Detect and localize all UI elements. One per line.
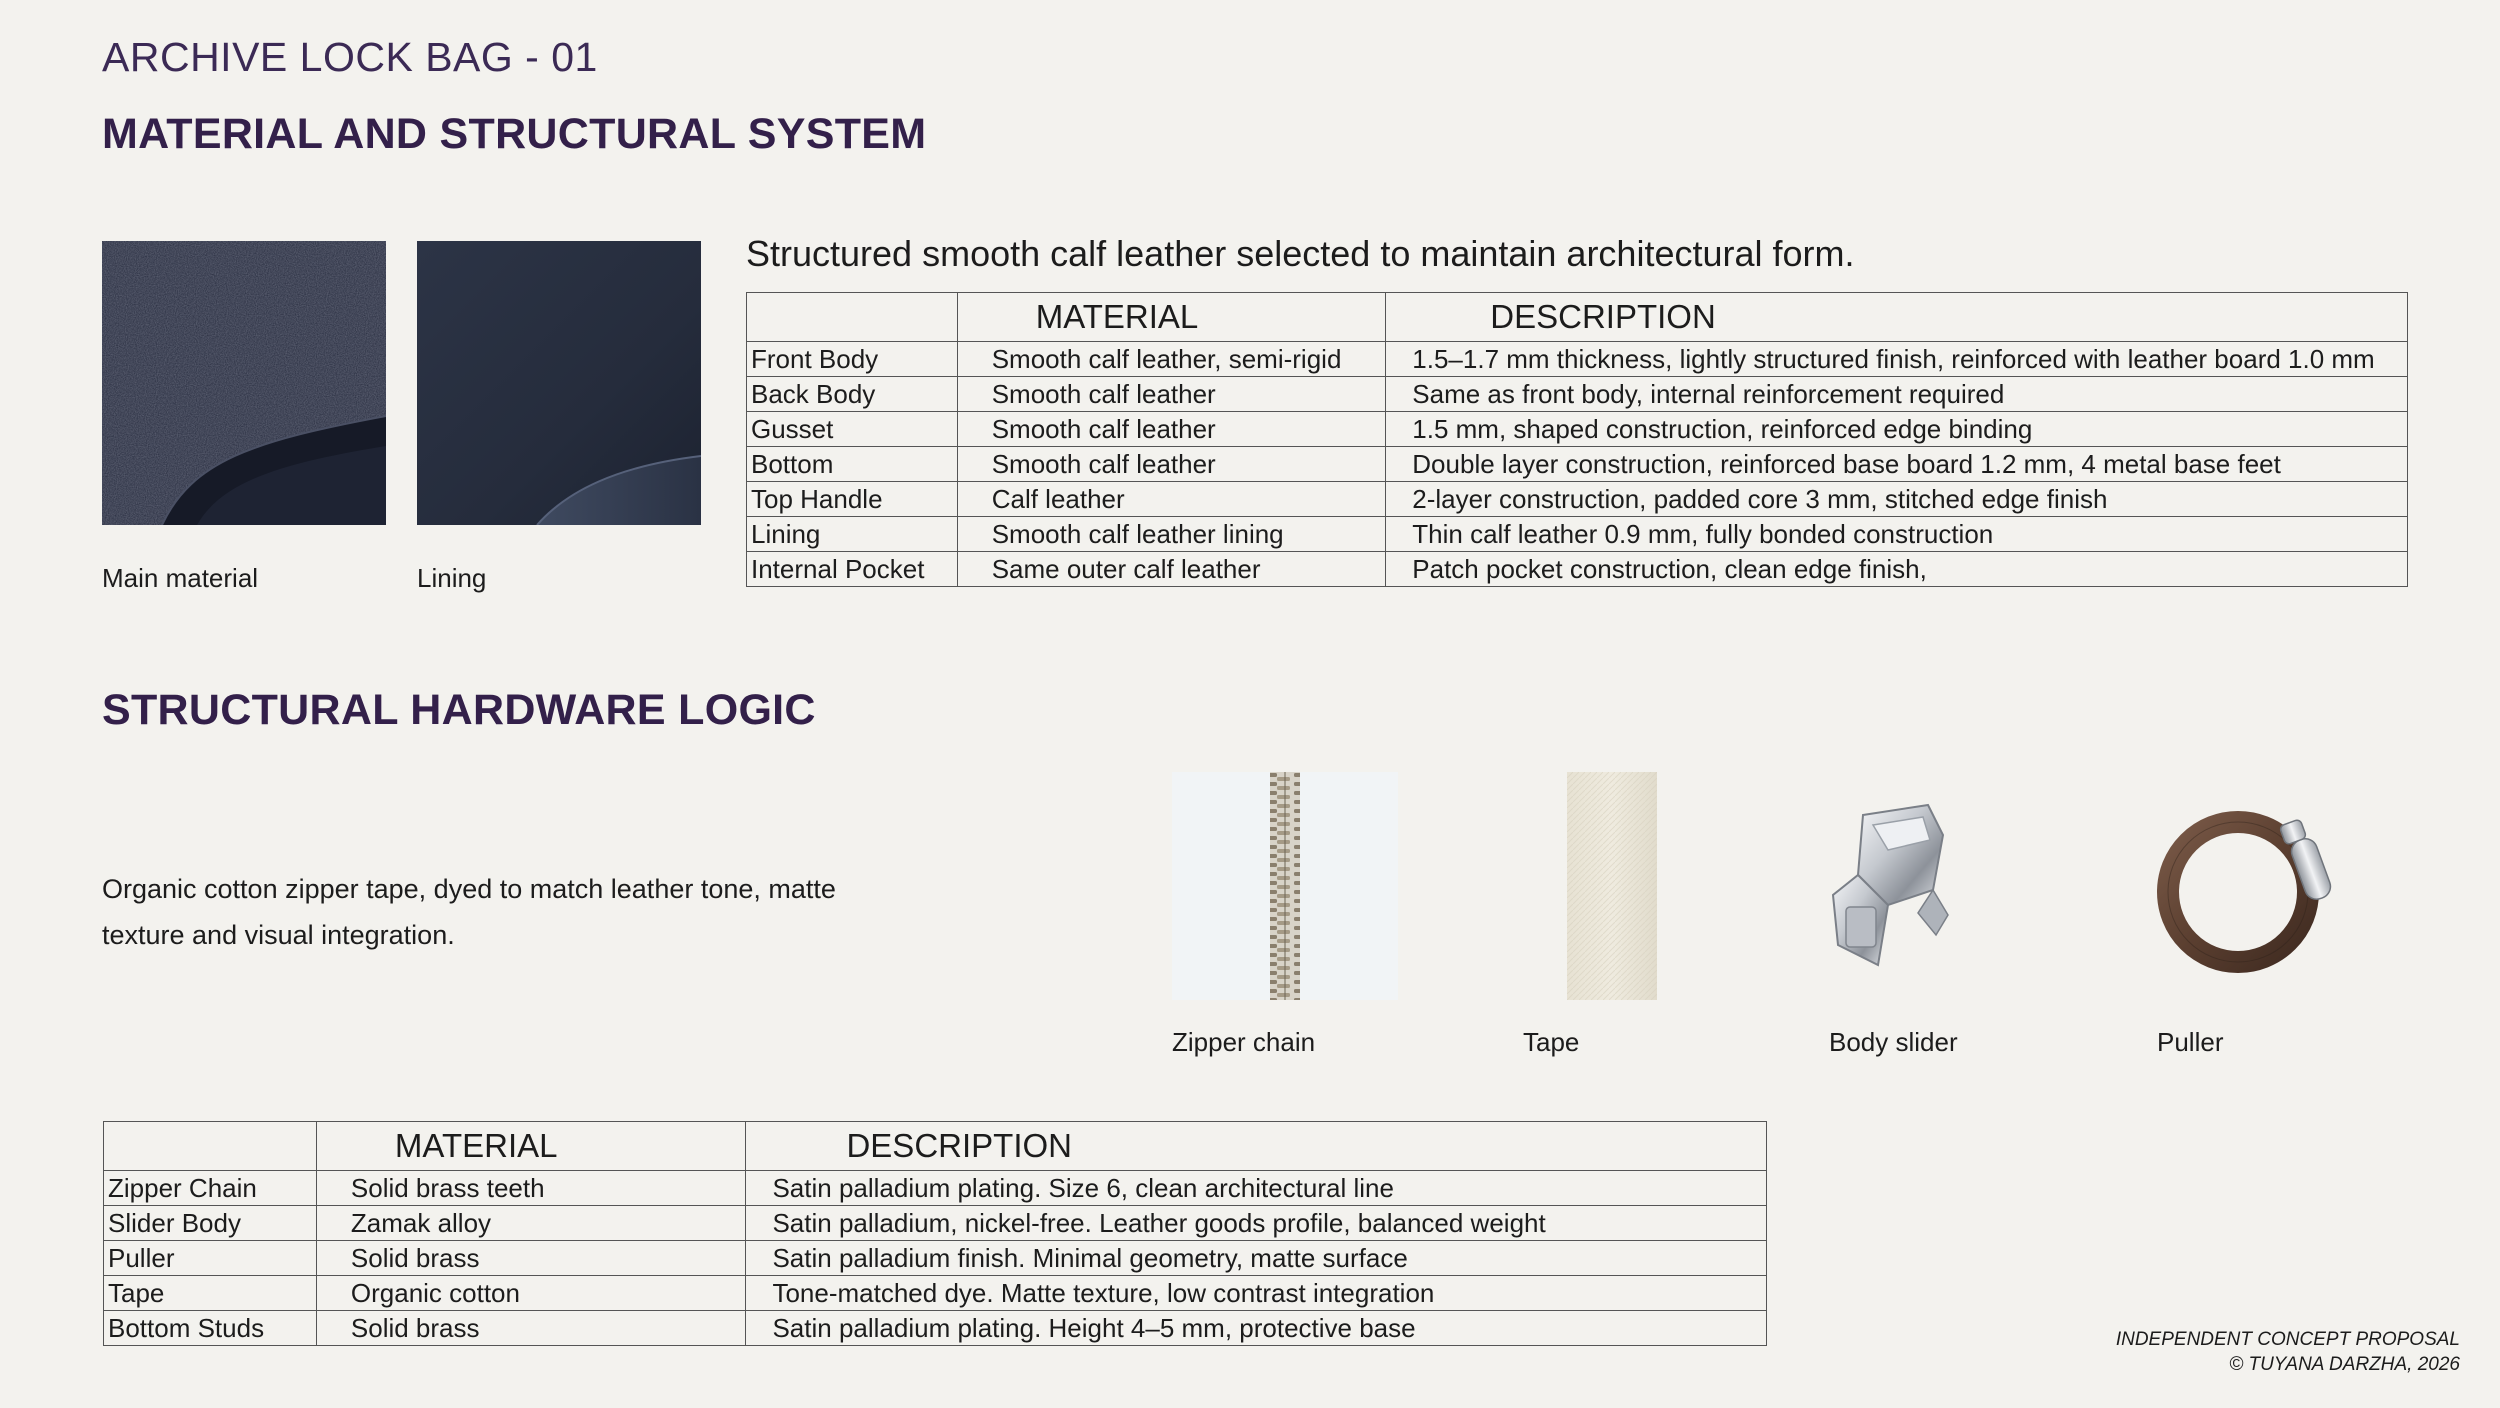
table-row <box>747 482 2408 517</box>
component-cell: Puller <box>104 1241 317 1276</box>
table-row <box>747 517 2408 552</box>
description-cell: Same as front body, internal reinforcement required <box>1386 377 2408 412</box>
description-cell: 1.5–1.7 mm thickness, lightly structured finish, reinforced with leather board 1.0 mm <box>1386 342 2408 377</box>
description-cell: Patch pocket construction, clean edge finish, <box>1386 552 2408 587</box>
description-cell: Satin palladium plating. Size 6, clean architectural line <box>746 1171 1767 1206</box>
material-cell: Smooth calf leather <box>957 447 1386 482</box>
footer-line: INDEPENDENT CONCEPT PROPOSAL <box>2115 1329 2460 1350</box>
component-cell: Bottom <box>747 447 958 482</box>
hardware-caption: Puller <box>2157 1027 2224 1057</box>
main-material-swatch <box>102 241 386 525</box>
table-row <box>747 342 2408 377</box>
table-header-row <box>104 1122 1767 1171</box>
table-header-row <box>747 293 2408 342</box>
footer-credit <box>2116 1327 2460 1377</box>
lining-caption: Lining <box>417 563 487 593</box>
component-cell: Zipper Chain <box>104 1171 317 1206</box>
table-row <box>104 1171 1767 1206</box>
header-cell <box>747 293 958 342</box>
hardware-table <box>103 1121 1767 1346</box>
header-cell <box>104 1122 317 1171</box>
main-material-caption: Main material <box>102 563 259 593</box>
material-cell: Smooth calf leather, semi-rigid <box>957 342 1386 377</box>
body-slider-image <box>1818 795 1968 980</box>
lining-swatch <box>417 241 701 525</box>
component-cell: Back Body <box>747 377 958 412</box>
material-cell: Organic cotton <box>316 1276 746 1311</box>
table-row <box>747 552 2408 587</box>
component-cell: Internal Pocket <box>747 552 958 587</box>
description-cell: Thin calf leather 0.9 mm, fully bonded construction <box>1386 517 2408 552</box>
hardware-caption: Zipper chain <box>1172 1027 1316 1057</box>
table-row <box>104 1206 1767 1241</box>
material-cell: Smooth calf leather lining <box>957 517 1386 552</box>
table-row <box>747 377 2408 412</box>
hardware-caption: Body slider <box>1829 1027 1958 1057</box>
material-cell: Solid brass teeth <box>316 1171 746 1206</box>
description-cell: Satin palladium, nickel-free. Leather goods profile, balanced weight <box>746 1206 1767 1241</box>
material-cell: Solid brass <box>316 1311 746 1346</box>
material-cell: Smooth calf leather <box>957 412 1386 447</box>
description-cell: 2-layer construction, padded core 3 mm, stitched edge finish <box>1386 482 2408 517</box>
material-cell: Same outer calf leather <box>957 552 1386 587</box>
header-cell-description: DESCRIPTION <box>1386 293 2408 342</box>
footer-line: © TUYANA DARZHA, 2026 <box>2229 1354 2460 1375</box>
component-cell: Tape <box>104 1276 317 1311</box>
material-intro-text: Structured smooth calf leather selected to maintain architectural form. <box>746 233 1855 274</box>
material-cell: Smooth calf leather <box>957 377 1386 412</box>
zipper-chain-image <box>1172 772 1398 1005</box>
hardware-description-line: texture and visual integration. <box>102 920 455 950</box>
component-cell: Front Body <box>747 342 958 377</box>
material-table <box>746 292 2408 587</box>
component-cell: Slider Body <box>104 1206 317 1241</box>
section-title-material: MATERIAL AND STRUCTURAL SYSTEM <box>102 110 927 158</box>
table-row <box>747 447 2408 482</box>
table-row <box>104 1241 1767 1276</box>
material-cell: Zamak alloy <box>316 1206 746 1241</box>
document-title: ARCHIVE LOCK BAG - 01 <box>102 34 598 80</box>
component-cell: Lining <box>747 517 958 552</box>
material-cell: Calf leather <box>957 482 1386 517</box>
description-cell: Tone-matched dye. Matte texture, low contrast integration <box>746 1276 1767 1311</box>
description-cell: Satin palladium plating. Height 4–5 mm, protective base <box>746 1311 1767 1346</box>
component-cell: Gusset <box>747 412 958 447</box>
header-cell-material: MATERIAL <box>316 1122 746 1171</box>
table-row <box>104 1311 1767 1346</box>
header-cell-description: DESCRIPTION <box>746 1122 1767 1171</box>
section-title-hardware: STRUCTURAL HARDWARE LOGIC <box>102 686 816 734</box>
hardware-description-line: Organic cotton zipper tape, dyed to match leather tone, matte <box>102 874 836 904</box>
hardware-description <box>102 866 892 958</box>
hardware-caption: Tape <box>1523 1027 1580 1057</box>
tape-image <box>1567 772 1657 1005</box>
component-cell: Top Handle <box>747 482 958 517</box>
description-cell: 1.5 mm, shaped construction, reinforced edge binding <box>1386 412 2408 447</box>
material-cell: Solid brass <box>316 1241 746 1276</box>
table-row <box>747 412 2408 447</box>
header-cell-material: MATERIAL <box>957 293 1386 342</box>
puller-image <box>2150 800 2340 985</box>
description-cell: Satin palladium finish. Minimal geometry, matte surface <box>746 1241 1767 1276</box>
table-row <box>104 1276 1767 1311</box>
description-cell: Double layer construction, reinforced base board 1.2 mm, 4 metal base feet <box>1386 447 2408 482</box>
component-cell: Bottom Studs <box>104 1311 317 1346</box>
